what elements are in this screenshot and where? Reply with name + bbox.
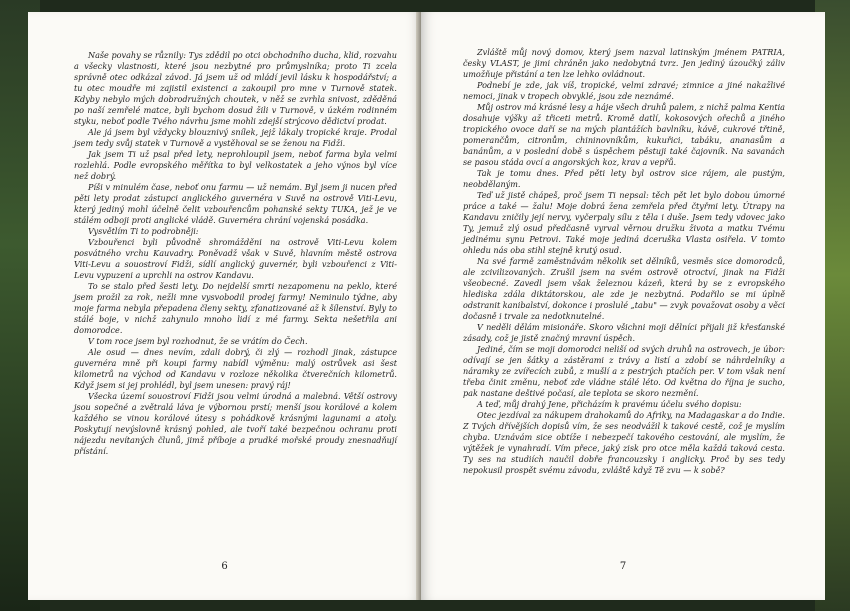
page-number: 7 [619,561,627,572]
paragraph: Tak je tomu dnes. Před pěti lety byl ostrov sice rájem, ale pustým, neobdělaným. [463,168,785,189]
paragraph: Jak jsem Ti už psal před lety, neprohloupil jsem, neboť farma byla velmi rozlehlá. Podle evropského měřítka to byl velkostatek a jeho výnos byl více než dobrý. [74,149,397,181]
paragraph: Všecka území souostroví Fidži jsou velmi úrodná a malebná. Větší ostrovy jsou sopečné a zvětralá láva je výbornou prstí; menší jsou korálové a kolem každého se vinou korálové útesy s pohádkově krásnými lagunami a atoly. Poskytují nevýslovně krásný pohled, ale tvoří také bezpečnou ochranu proti nájezdu nevítaných člunů, jimž příboje a prudké mořské proudy znesnadňují přístání. [74,391,397,456]
right-page [421,12,825,600]
paragraph: Píši v minulém čase, neboť onu farmu — už nemám. Byl jsem ji nucen před pěti lety prodat zástupci anglického guvernéra v Suvě na ostrově Viti-Levu, který jediný mohl účelně čelit vzbouřencům pohanské sekty TUKA, jež je ve stálém odboji proti anglické vládě. Guvernéra chrání vojenská posádka. [74,182,397,225]
paragraph: Můj ostrov má krásné lesy a háje všech druhů palem, z nichž palma Kentia dosahuje výšky až třiceti metrů. Kromě datlí, kokosových ořechů a jiného tropického ovoce daří se na mých plantážích bavlníku, kávě, cukrové třtině, pomerančům, citronům, chininovníkům, kukuřici, tabáku, ananasům a banánům, a v poslední době s úspěchem pěstuji také čajovník. Na savanách se pasou stáda ovcí a angorských koz, krav a vepřů. [463,102,785,167]
page-number: 6 [221,561,228,572]
paragraph: V tom roce jsem byl rozhodnut, že se vrátím do Čech. [88,336,308,346]
paragraph: Otec jezdíval za nákupem drahokamů do Afriky, na Madagaskar a do Indie. Z Tvých dřívějších dopisů vím, že ses neodvážil k takové cestě, což je myslím chyba. Uznávám sice obtíže i nebezpečí takového cestování, ale myslím, že výtěžek je vynahradí. Vím přece, jaký zisk pro otce měla každá taková cesta. Ty ses na studiích naučil dobře francouzsky i anglicky. Proč by ses tedy nepokusil prospět svému závodu, zvláště když Tě zvu — k sobě? [463,410,785,475]
paragraph: Ale já jsem byl vždycky blouznivý snílek, jejž lákaly tropické kraje. Prodal jsem tedy svůj statek v Turnově a vystěhoval se se ženou na Fidži. [74,127,397,148]
paragraph: Jediné, čím se moji domorodci neliší od svých druhů na ostrovech, je úbor: odívají se jen šátky a zástěrami z trávy a listí a zdobí se náhrdelníky a náramky ze zvířecích zubů, z mušlí a z pestrých ptačích per. V tom však není třeba činit změnu, neboť zde vládne stálé léto. Od května do října je sucho, pak nastane deštivé počasí, ale teplota se skoro nezmění. [463,344,785,398]
paragraph: Na své farmě zaměstnávám několik set dělníků, vesměs sice domorodců, ale zcivilizovaných. Zrušil jsem na svém ostrově otroctví, jinak na Fidži všeobecné. Zavedl jsem však železnou kázeň, která by se z evropského hlediska zdála diktátorskou, ale zde je nezbytná. Podařilo se mi úplně odstranit kanibalství, dokonce i proslulé „tabu" — zvyk považovat osoby a věci dočasně i trvale za nedotknutelné. [463,256,785,321]
paragraph: Podnebí je zde, jak víš, tropické, velmi zdravé; zimnice a jiné nakažlivé nemoci, jinak v tropech obvyklé, jsou zde neznámé. [463,80,785,101]
paragraph: Zvláště můj nový domov, který jsem nazval latinským jménem PATRIA, česky VLAST, je jimi chráněn jako nedobytná tvrz. Jen jediný úzoučký záliv umožňuje přistání a ten lze lehko ovládnout. [463,47,785,79]
left-page [28,12,421,600]
paragraph: Vysvětlím Ti to podrobněji: [88,226,199,236]
paragraph: To se stalo před šesti lety. Do nejdelší smrti nezapomenu na peklo, které jsem prožil za rok, nežli mne vysvobodil prodej farmy! Neminulo týdne, aby moje farma nebyla přepadena členy sekty, zfanatizované až k šílenství. Byly to stálé boje, v nichž zahynulo mnoho lidí z mé farmy. Sekta nešetřila ani domorodce. [74,281,397,335]
paragraph: Vzbouřenci byli původně shromážděni na ostrově Viti-Levu kolem posvátného vrchu Kauvadry. Poněvadž však v Suvě, hlavním městě ostrova Viti-Levu a souostroví Fidži, sídlí anglický guvernér, byli vzbouřenci z Viti-Levu vypuzeni a uprchli na ostrov Kandavu. [74,237,397,280]
paragraph: Teď už jistě chápeš, proč jsem Ti nepsal: těch pět let bylo dobou úmorné práce a také — žalu! Moje dobrá žena zemřela před čtyřmi lety. Útrapy na Kandavu zničily její nervy, vyčerpaly sílu z těla i duše. Jsem tedy vdovec jako Ty, jemuž zlý osud předčasně vyrval věrnou družku života a matku Tvému jedinému synu Petrovi. Také moje jediná dceruška Vlasta osiřela. V tomto ohledu nás oba stihl stejně krutý osud. [463,190,785,255]
paragraph: Naše povahy se různily: Tys zdědil po otci obchodního ducha, klid, rozvahu a všecky vlastnosti, které jsou nezbytné pro průmyslníka; proto Ti zcela správně otec odkázal závod. Já jsem už od mládí jevil lásku k hospodářství; a tu otec moudře mi zajistil existenci a zakoupil pro mne v Turnově statek. Kdyby nebylo mých dobrodružných choutek, v něž se zvrhla snivost, zděděná po naší zemřelé matce, byli bychom dosud žili v Turnově, v úzkém rodinném styku, neboť podle Tvého návrhu jsme mohli zdejší strýcovo dědictví prodat. [74,50,397,126]
paragraph: V neděli dělám misionáře. Skoro všichni moji dělníci přijali již křesťanské zásady, což je jistě značný mravní úspěch. [463,322,785,343]
paragraph: A teď, můj drahý Jene, přicházím k pravému účelu svého dopisu: [477,399,742,409]
paragraph: Ale osud — dnes nevím, zdali dobrý, či zlý — rozhodl jinak, zástupce guvernéra mně při koupi farmy nabídl výměnu: malý ostrůvek asi šest kilometrů na východ od Kandavu v rozloze několika čtverečních kilometrů. Když jsem si jej prohlédl, byl jsem unesen: pravý ráj! [74,347,397,390]
